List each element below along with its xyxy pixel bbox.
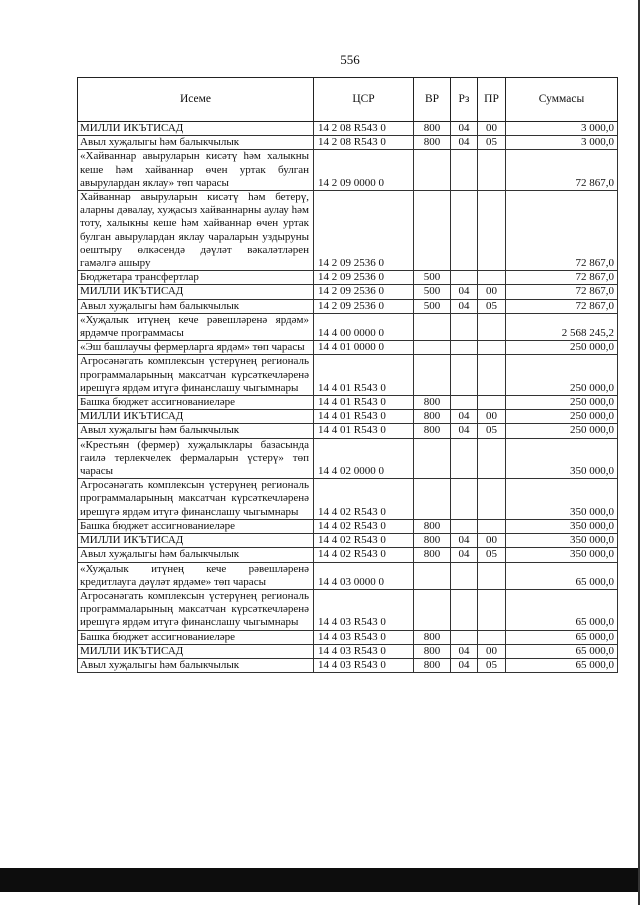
cell-pr: 05 (478, 658, 506, 672)
cell-csr: 14 4 01 R543 0 (314, 424, 414, 438)
cell-pr: 05 (478, 548, 506, 562)
page-number: 556 (340, 52, 360, 67)
cell-sum: 72 867,0 (506, 271, 618, 285)
cell-csr: 14 4 03 R543 0 (314, 630, 414, 644)
cell-pr (478, 341, 506, 355)
table-row (78, 548, 618, 562)
column-header-pr: ПР (478, 78, 506, 122)
cell-sum: 65 000,0 (506, 630, 618, 644)
cell-rz (451, 630, 478, 644)
cell-vr: 800 (414, 658, 451, 672)
table-row (78, 136, 618, 150)
cell-sum: 2 568 245,2 (506, 313, 618, 340)
cell-sum: 72 867,0 (506, 191, 618, 271)
budget-table (77, 77, 618, 673)
cell-csr: 14 2 09 2536 0 (314, 299, 414, 313)
cell-name: «Эш башлаучы фермерларга ярдәм» төп чарасы (80, 341, 305, 354)
cell-sum: 65 000,0 (506, 644, 618, 658)
cell-rz (451, 271, 478, 285)
column-header-csr: ЦСР (314, 78, 414, 122)
cell-pr (478, 355, 506, 396)
column-header-rz: Рз (451, 78, 478, 122)
cell-vr (414, 562, 451, 589)
cell-pr (478, 271, 506, 285)
cell-sum: 350 000,0 (506, 438, 618, 479)
cell-rz: 04 (451, 136, 478, 150)
cell-csr: 14 4 01 R543 0 (314, 410, 414, 424)
cell-pr (478, 519, 506, 533)
cell-csr: 14 4 03 R543 0 (314, 658, 414, 672)
cell-pr: 00 (478, 410, 506, 424)
table-row (78, 341, 618, 355)
cell-rz: 04 (451, 424, 478, 438)
cell-name: Бюджетара трансфертлар (80, 271, 199, 284)
cell-csr: 14 4 00 0000 0 (314, 313, 414, 340)
table-row (78, 285, 618, 299)
cell-pr (478, 396, 506, 410)
table-row (78, 658, 618, 672)
cell-pr: 05 (478, 299, 506, 313)
cell-name: МИЛЛИ ИКЪТИСАД (80, 644, 184, 657)
cell-vr (414, 313, 451, 340)
cell-rz (451, 589, 478, 630)
column-header-vr: ВР (414, 78, 451, 122)
cell-csr: 14 2 08 R543 0 (314, 136, 414, 150)
cell-pr: 00 (478, 122, 506, 136)
cell-sum: 350 000,0 (506, 534, 618, 548)
cell-vr (414, 589, 451, 630)
cell-vr: 800 (414, 410, 451, 424)
table-row (78, 410, 618, 424)
cell-vr (414, 191, 451, 271)
cell-rz: 04 (451, 658, 478, 672)
cell-rz (451, 313, 478, 340)
cell-sum: 72 867,0 (506, 285, 618, 299)
cell-csr: 14 4 02 R543 0 (314, 534, 414, 548)
table-row (78, 271, 618, 285)
scan-edge-bar (0, 868, 640, 892)
cell-sum: 72 867,0 (506, 299, 618, 313)
cell-name: Агросәнәгать комплексын үстерүнең региональ программаларының максатчан күрсәткечләренә ирешүгә ярдәм итүгә финанслашу чыгымнары (80, 355, 309, 394)
cell-pr (478, 479, 506, 520)
cell-pr (478, 438, 506, 479)
cell-name: «Крестьян (фермер) хуҗалыклары базасында гаилә терлекчелек фермаларын үстерү» төп чарасы (80, 438, 309, 478)
cell-sum: 350 000,0 (506, 479, 618, 520)
cell-rz (451, 355, 478, 396)
cell-vr: 500 (414, 285, 451, 299)
cell-sum: 3 000,0 (506, 122, 618, 136)
table-row (78, 191, 618, 271)
cell-pr: 00 (478, 285, 506, 299)
cell-csr: 14 4 02 0000 0 (314, 438, 414, 479)
cell-name: МИЛЛИ ИКЪТИСАД (80, 285, 184, 298)
cell-pr: 00 (478, 534, 506, 548)
cell-csr: 14 4 01 R543 0 (314, 396, 414, 410)
cell-name: МИЛЛИ ИКЪТИСАД (80, 122, 184, 134)
cell-sum: 250 000,0 (506, 355, 618, 396)
cell-rz: 04 (451, 285, 478, 299)
table-row (78, 438, 618, 479)
table-row (78, 519, 618, 533)
cell-name: «Хайваннар авыруларын кисәтү һәм халыкны кеше һәм хайваннар өчен уртак булган авырулардан яклау» төп чарасы (80, 150, 309, 189)
cell-csr: 14 4 02 R543 0 (314, 519, 414, 533)
cell-rz (451, 479, 478, 520)
cell-vr: 800 (414, 630, 451, 644)
cell-vr: 500 (414, 299, 451, 313)
cell-pr (478, 589, 506, 630)
cell-pr: 05 (478, 424, 506, 438)
cell-rz: 04 (451, 548, 478, 562)
cell-pr (478, 313, 506, 340)
cell-rz (451, 396, 478, 410)
cell-rz (451, 438, 478, 479)
cell-name: МИЛЛИ ИКЪТИСАД (80, 534, 184, 547)
cell-sum: 250 000,0 (506, 396, 618, 410)
table-row (78, 562, 618, 589)
cell-rz (451, 519, 478, 533)
cell-csr: 14 4 01 0000 0 (314, 341, 414, 355)
cell-name: «Хуҗалык итүнең кече рәвешләренә кредитлауга дәүләт ярдәме» төп чарасы (80, 562, 309, 588)
cell-name: Башка бюджет ассигнованиеләре (80, 630, 235, 643)
cell-rz: 04 (451, 299, 478, 313)
cell-sum: 350 000,0 (506, 548, 618, 562)
cell-sum: 350 000,0 (506, 519, 618, 533)
cell-name: Авыл хуҗалыгы һәм балыкчылык (80, 424, 240, 437)
column-header-name: Исеме (78, 78, 314, 122)
cell-sum: 72 867,0 (506, 150, 618, 191)
cell-sum: 65 000,0 (506, 589, 618, 630)
cell-csr: 14 4 02 R543 0 (314, 479, 414, 520)
table-header-row (78, 78, 618, 122)
cell-vr: 800 (414, 534, 451, 548)
cell-sum: 250 000,0 (506, 410, 618, 424)
cell-rz (451, 562, 478, 589)
cell-vr: 800 (414, 644, 451, 658)
cell-csr: 14 2 09 2536 0 (314, 191, 414, 271)
cell-rz: 04 (451, 534, 478, 548)
cell-csr: 14 2 08 R543 0 (314, 122, 414, 136)
cell-rz: 04 (451, 644, 478, 658)
cell-vr (414, 355, 451, 396)
table-row (78, 589, 618, 630)
cell-name: «Хуҗалык итүнең кече рәвешләренә ярдәм» ярдәмче программасы (80, 313, 309, 340)
table-row (78, 122, 618, 136)
cell-name: Башка бюджет ассигнованиеләре (80, 519, 235, 532)
cell-csr: 14 4 03 R543 0 (314, 589, 414, 630)
cell-pr (478, 630, 506, 644)
cell-name: Башка бюджет ассигнованиеләре (80, 396, 235, 409)
cell-name: Авыл хуҗалыгы һәм балыкчылык (80, 136, 240, 149)
cell-pr: 05 (478, 136, 506, 150)
table-row (78, 534, 618, 548)
cell-vr (414, 438, 451, 479)
table-row (78, 630, 618, 644)
cell-vr: 500 (414, 271, 451, 285)
cell-vr (414, 341, 451, 355)
cell-name: Агросәнәгать комплексын үстерүнең региональ программаларының максатчан күрсәткечләренә ирешүгә ярдәм итүгә финанслашу чыгымнары (80, 589, 309, 629)
table-row (78, 313, 618, 340)
cell-vr: 800 (414, 396, 451, 410)
cell-pr (478, 191, 506, 271)
cell-name: Авыл хуҗалыгы һәм балыкчылык (80, 299, 240, 312)
table-row (78, 355, 618, 396)
cell-sum: 250 000,0 (506, 424, 618, 438)
cell-csr: 14 2 09 2536 0 (314, 285, 414, 299)
cell-name: Хайваннар авыруларын кисәтү һәм бетерү, аларны дәвалау, хуҗасыз хайваннарны аулау һәм тоту, халыкны кеше һәм хайваннар өчен уртак булган авырулардан яклау чараларын уздыруны оештыру өлкәсендә дәүләт вәкаләтләрен гамәлгә ашыру (80, 191, 309, 270)
cell-vr (414, 479, 451, 520)
cell-sum: 3 000,0 (506, 136, 618, 150)
cell-vr: 800 (414, 136, 451, 150)
cell-rz (451, 191, 478, 271)
table-body (78, 122, 618, 673)
cell-rz (451, 341, 478, 355)
cell-vr: 800 (414, 122, 451, 136)
table-row (78, 299, 618, 313)
cell-csr: 14 4 01 R543 0 (314, 355, 414, 396)
cell-vr: 800 (414, 424, 451, 438)
cell-csr: 14 2 09 0000 0 (314, 150, 414, 191)
cell-sum: 65 000,0 (506, 562, 618, 589)
cell-csr: 14 2 09 2536 0 (314, 271, 414, 285)
table-row (78, 644, 618, 658)
table-row (78, 424, 618, 438)
cell-sum: 65 000,0 (506, 658, 618, 672)
table-row (78, 479, 618, 520)
cell-csr: 14 4 03 0000 0 (314, 562, 414, 589)
cell-csr: 14 4 02 R543 0 (314, 548, 414, 562)
cell-csr: 14 4 03 R543 0 (314, 644, 414, 658)
cell-rz: 04 (451, 410, 478, 424)
cell-name: Агросәнәгать комплексын үстерүнең региональ программаларының максатчан күрсәткечләренә ирешүгә ярдәм итүгә финанслашу чыгымнары (80, 479, 309, 518)
cell-sum: 250 000,0 (506, 341, 618, 355)
cell-vr: 800 (414, 519, 451, 533)
table-row (78, 396, 618, 410)
cell-name: Авыл хуҗалыгы һәм балыкчылык (80, 658, 240, 671)
cell-name: МИЛЛИ ИКЪТИСАД (80, 410, 184, 423)
cell-pr (478, 562, 506, 589)
cell-pr: 00 (478, 644, 506, 658)
table-row (78, 150, 618, 191)
cell-vr (414, 150, 451, 191)
cell-pr (478, 150, 506, 191)
cell-name: Авыл хуҗалыгы һәм балыкчылык (80, 548, 240, 561)
cell-vr: 800 (414, 548, 451, 562)
cell-rz: 04 (451, 122, 478, 136)
cell-rz (451, 150, 478, 191)
column-header-sum: Суммасы (506, 78, 618, 122)
